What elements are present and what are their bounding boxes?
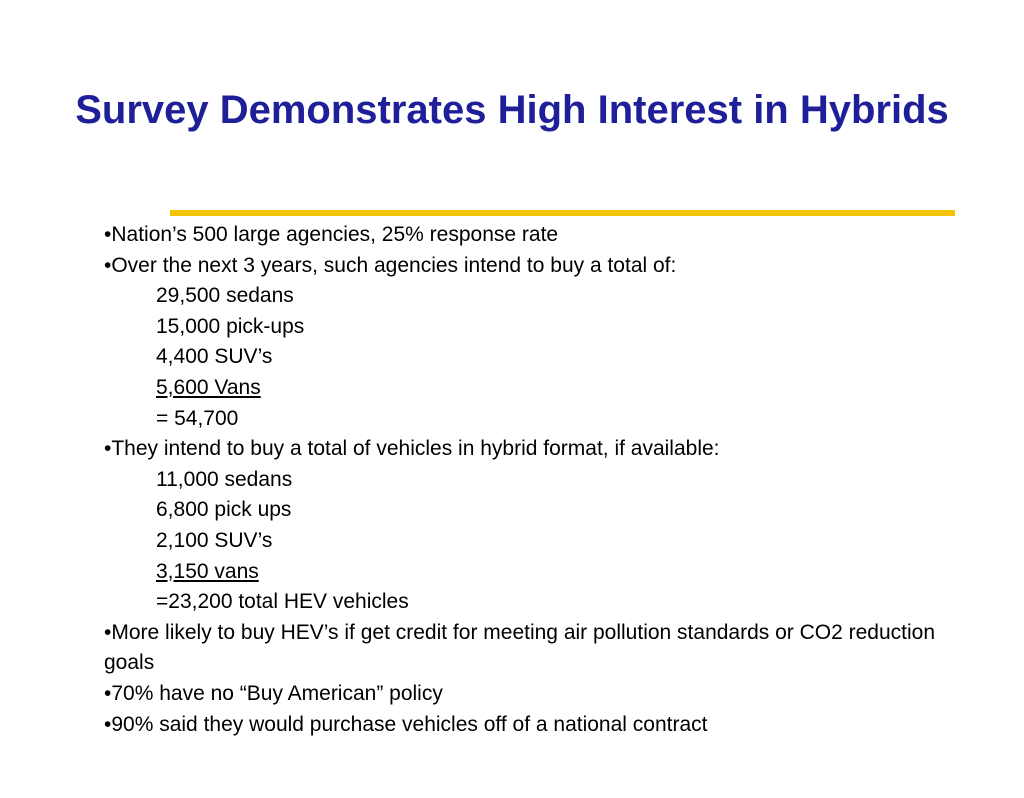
purchase-total: = 54,700	[156, 406, 239, 430]
bullet-buy-american: •70% have no “Buy American” policy	[104, 681, 443, 705]
hybrid-vans-text: 3,150 vans	[156, 559, 259, 583]
hybrid-suvs: 2,100 SUV’s	[156, 528, 273, 552]
purchase-sedans: 29,500 sedans	[156, 284, 294, 308]
title-divider	[170, 210, 955, 216]
hybrid-sedans: 11,000 sedans	[156, 467, 293, 491]
hybrid-total: =23,200 total HEV vehicles	[156, 590, 409, 614]
purchase-vans-text: 5,600 Vans	[156, 375, 261, 399]
purchase-pickups: 15,000 pick-ups	[156, 314, 305, 338]
bullet-hybrid-plan: •They intend to buy a total of vehicles in hybrid format, if available:	[104, 437, 720, 461]
hybrid-pickups: 6,800 pick ups	[156, 498, 292, 522]
slide-title: Survey Demonstrates High Interest in Hybrids	[75, 88, 949, 132]
bullet-purchase-plan: •Over the next 3 years, such agencies intend to buy a total of:	[104, 253, 677, 277]
hybrid-vans	[104, 557, 984, 588]
bullet-national-contract: •90% said they would purchase vehicles off of a national contract	[104, 712, 708, 736]
purchase-vans	[104, 373, 984, 404]
bullet-agencies: •Nation’s 500 large agencies, 25% response rate	[104, 223, 559, 246]
bullet-air-pollution-credit: •More likely to buy HEV’s if get credit for meeting air pollution standards or CO2 reduction goals	[104, 620, 936, 675]
purchase-suvs: 4,400 SUV’s	[156, 345, 273, 369]
slide-body	[104, 220, 984, 740]
